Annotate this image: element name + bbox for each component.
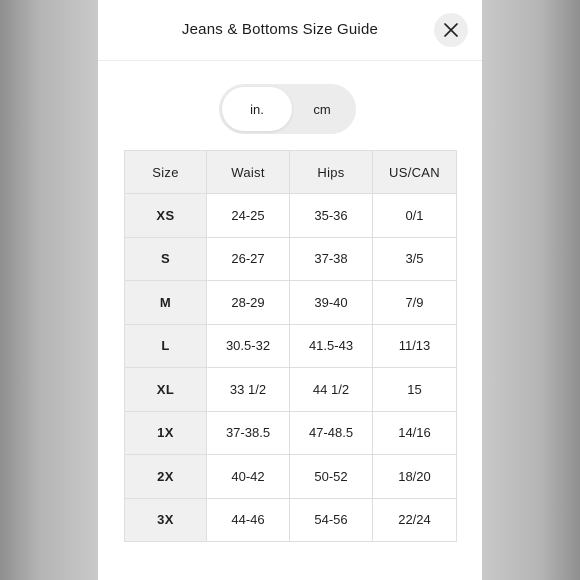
table-header-row: [125, 151, 457, 194]
column-header-waist: Waist: [207, 151, 290, 194]
us-can-cell: 14/16: [373, 411, 457, 455]
hips-cell: 54-56: [290, 498, 373, 542]
table-row: [125, 498, 457, 542]
table-row: [125, 455, 457, 499]
us-can-cell: 18/20: [373, 455, 457, 499]
size-cell: 2X: [125, 455, 207, 499]
size-cell: XL: [125, 368, 207, 412]
table-row: [125, 324, 457, 368]
waist-cell: 24-25: [207, 194, 290, 238]
waist-cell: 26-27: [207, 237, 290, 281]
us-can-cell: 3/5: [373, 237, 457, 281]
waist-cell: 30.5-32: [207, 324, 290, 368]
waist-cell: 37-38.5: [207, 411, 290, 455]
hips-cell: 47-48.5: [290, 411, 373, 455]
unit-toggle: [219, 84, 356, 134]
us-can-cell: 11/13: [373, 324, 457, 368]
us-can-cell: 7/9: [373, 281, 457, 325]
hips-cell: 39-40: [290, 281, 373, 325]
us-can-cell: 22/24: [373, 498, 457, 542]
unit-option-cm[interactable]: cm: [313, 101, 331, 117]
table-row: [125, 281, 457, 325]
size-guide-modal: [98, 0, 482, 580]
size-cell: S: [125, 237, 207, 281]
hips-cell: 50-52: [290, 455, 373, 499]
hips-cell: 35-36: [290, 194, 373, 238]
hips-cell: 37-38: [290, 237, 373, 281]
column-header-hips: Hips: [290, 151, 373, 194]
waist-cell: 40-42: [207, 455, 290, 499]
size-cell: 3X: [125, 498, 207, 542]
size-cell: 1X: [125, 411, 207, 455]
size-cell: M: [125, 281, 207, 325]
column-header-size: Size: [125, 151, 207, 194]
us-can-cell: 0/1: [373, 194, 457, 238]
table-row: [125, 237, 457, 281]
modal-title: Jeans & Bottoms Size Guide: [181, 21, 379, 38]
table-row: [125, 194, 457, 238]
column-header-us-can: US/CAN: [373, 151, 457, 194]
us-can-cell: 15: [373, 368, 457, 412]
close-button[interactable]: [434, 13, 468, 47]
hips-cell: 41.5-43: [290, 324, 373, 368]
table-row: [125, 368, 457, 412]
unit-option-inches[interactable]: in.: [222, 87, 292, 131]
close-icon: [444, 23, 458, 37]
modal-header: [98, 0, 482, 61]
waist-cell: 44-46: [207, 498, 290, 542]
size-cell: L: [125, 324, 207, 368]
size-cell: XS: [125, 194, 207, 238]
waist-cell: 28-29: [207, 281, 290, 325]
hips-cell: 44 1/2: [290, 368, 373, 412]
waist-cell: 33 1/2: [207, 368, 290, 412]
table-row: [125, 411, 457, 455]
size-table: [124, 150, 457, 542]
